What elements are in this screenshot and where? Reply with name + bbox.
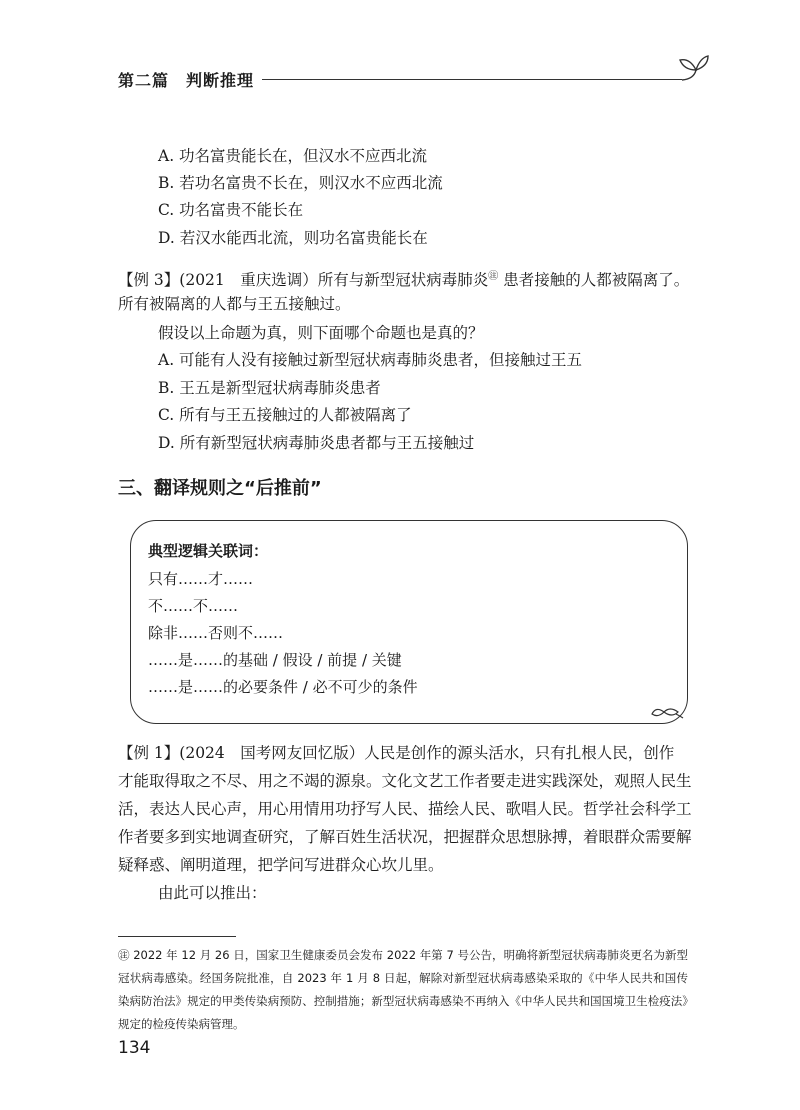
example3-option-c: C. 所有与王五接触过的人都被隔离了 (158, 406, 412, 424)
box-item: 不……不…… (148, 597, 239, 615)
running-header: 第二篇 判断推理 (118, 71, 255, 90)
example1-line: 疑释惑、阐明道理，把学问写进群众心坎儿里。 (118, 856, 444, 874)
footnote-mark: ㊟ (488, 271, 499, 282)
header-rule (262, 79, 682, 80)
example1-line: 【例 1】(2024 国考网友回忆版）人民是创作的源头活水，只有扎根人民，创作 (118, 744, 675, 762)
leaf-icon (650, 706, 684, 720)
box-title: 典型逻辑关联词： (148, 542, 269, 560)
option-b: B. 若功名富贵不长在，则汉水不应西北流 (158, 174, 443, 192)
example3-line1 (118, 266, 689, 291)
example3-stem: 【例 3】(2021 重庆选调）所有与新型冠状病毒肺炎 (118, 271, 489, 290)
box-item: ……是……的基础 / 假设 / 前提 / 关键 (148, 651, 402, 669)
option-a: A. 功名富贵能长在，但汉水不应西北流 (158, 147, 428, 165)
option-d: D. 若汉水能西北流，则功名富贵能长在 (158, 229, 428, 247)
box-item: 除非……否则不…… (148, 624, 284, 642)
example1-line: 作者要多到实地调查研究，了解百姓生活状况，把握群众思想脉搏，着眼群众需要解 (118, 828, 692, 846)
example3-option-a: A. 可能有人没有接触过新型冠状病毒肺炎患者，但接触过王五 (158, 351, 583, 369)
sprout-icon (676, 52, 710, 82)
example3-stem-tail: 患者接触的人都被隔离了。 (498, 271, 690, 290)
page-number: 134 (118, 1038, 151, 1058)
section-heading: 三、翻译规则之“后推前” (118, 478, 322, 499)
option-c: C. 功名富贵不能长在 (158, 201, 304, 219)
example3-line2: 所有被隔离的人都与王五接触过。 (118, 295, 351, 313)
example3-question: 假设以上命题为真，则下面哪个命题也是真的？ (158, 324, 484, 342)
example1-line: 才能取得取之不尽、用之不竭的源泉。文化文艺工作者要走进实践深处，观照人民生 (118, 772, 692, 790)
example1-line: 活，表达人民心声，用心用情用功抒写人民、描绘人民、歌唱人民。哲学社会科学工 (118, 800, 692, 818)
footnote: ㊟ 2022 年 12 月 26 日，国家卫生健康委员会发布 2022 年第 7 号公告，明确将新型冠状病毒肺炎更名为新型冠状病毒感染。经国务院批准，自 2023 年 1 月 8 日起，解除对新型冠状病毒感染采取的《中华人民共和国传染病防治法》规定的甲类传染病预防、控制措施；新型冠状病毒感染不再纳入《中华人民共和国国境卫生检疫法》规定的检疫传染病管理。 (118, 948, 688, 1031)
example1-question: 由此可以推出： (158, 884, 267, 902)
box-item: 只有……才…… (148, 570, 254, 588)
example3-option-d: D. 所有新型冠状病毒肺炎患者都与王五接触过 (158, 434, 475, 452)
box-item: ……是……的必要条件 / 必不可少的条件 (148, 678, 418, 696)
footnote-rule (118, 936, 236, 937)
example3-option-b: B. 王五是新型冠状病毒肺炎患者 (158, 379, 381, 397)
